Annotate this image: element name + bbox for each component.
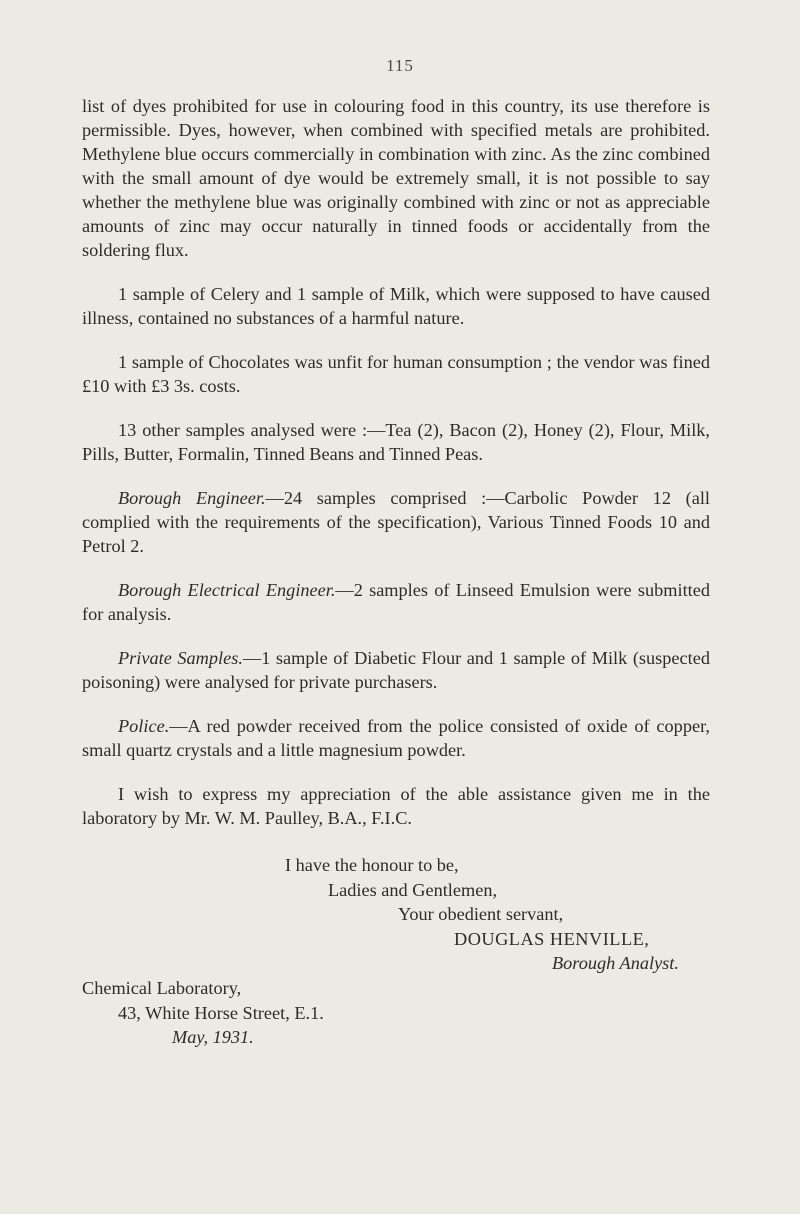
document-date: May, 1931.: [172, 1027, 254, 1047]
paragraph-text: —2 samples of Linseed Emulsion were submitted for analysis.: [82, 580, 710, 624]
closing-salutation: Ladies and Gentlemen,: [328, 880, 498, 900]
paragraph-text: list of dyes prohibited for use in colouring food in this country, its use therefore is permissible. Dyes, however, when combined with specified metals are prohibited. Methylene blue occurs commercially in combination with zinc. As the zinc combined with the small amount of dye would be extremely small, it is not possible to say whether the methylene blue was originally combined with zinc or not as appreciable amounts of zinc may occur naturally in tinned foods or accidentally from the soldering flux.: [82, 96, 710, 260]
paragraph-text: —1 sample of Diabetic Flour and 1 sample of Milk (suspected poisoning) were analysed for private purchasers.: [82, 648, 710, 692]
paragraph: [82, 418, 710, 466]
body-text: [82, 94, 710, 850]
paragraph: [82, 782, 710, 830]
paragraph-text: —A red powder received from the police consisted of oxide of copper, small quartz crystals and a little magnesium powder.: [82, 716, 710, 760]
paragraph: [82, 578, 710, 626]
page-number: 115: [386, 56, 414, 75]
paragraph: [82, 350, 710, 398]
paragraph: [82, 646, 710, 694]
signatory-name: DOUGLAS HENVILLE,: [454, 929, 650, 949]
paragraph: [82, 94, 710, 262]
paragraph: [82, 714, 710, 762]
paragraph-text: —24 samples comprised :—Carbolic Powder 12 (all complied with the requirements of the specification), Various Tinned Foods 10 and Petrol 2.: [82, 488, 710, 556]
closing-line: I have the honour to be,: [285, 855, 459, 875]
address-line: 43, White Horse Street, E.1.: [118, 1003, 324, 1023]
paragraph-text: 13 other samples analysed were :—Tea (2), Bacon (2), Honey (2), Flour, Milk, Pills, Butter, Formalin, Tinned Beans and Tinned Peas.: [82, 420, 710, 464]
paragraph-text: I wish to express my appreciation of the able assistance given me in the laboratory by Mr. W. M. Paulley, B.A., F.I.C.: [82, 784, 710, 828]
paragraph: [82, 486, 710, 558]
address-line: Chemical Laboratory,: [82, 978, 242, 998]
closing-servant: Your obedient servant,: [398, 904, 564, 924]
paragraph-text: 1 sample of Chocolates was unfit for human consumption ; the vendor was fined £10 with £3 3s. costs.: [82, 352, 710, 396]
paragraph-label: Private Samples.: [118, 648, 243, 668]
paragraph-label: Borough Engineer.: [118, 488, 266, 508]
paragraph-label: Borough Electrical Engineer.: [118, 580, 336, 600]
signatory-title: Borough Analyst.: [552, 953, 679, 973]
paragraph-text: 1 sample of Celery and 1 sample of Milk, which were supposed to have caused illness, contained no substances of a harmful nature.: [82, 284, 710, 328]
paragraph-label: Police.: [118, 716, 170, 736]
paragraph: [82, 282, 710, 330]
